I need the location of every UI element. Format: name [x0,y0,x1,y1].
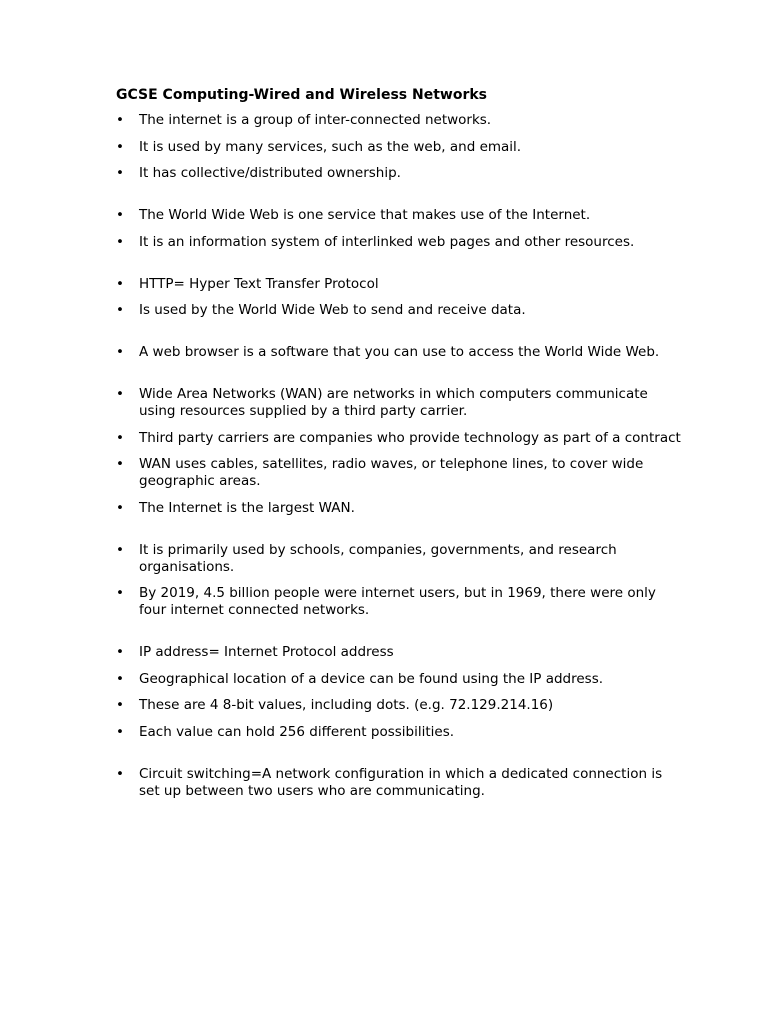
bullet-group-usage [116,542,686,620]
list-item: • IP address= Internet Protocol address [116,644,686,661]
list-item: • The Internet is the largest WAN. [116,500,686,517]
list-item: • HTTP= Hyper Text Transfer Protocol [116,276,686,293]
list-item: • It has collective/distributed ownership. [116,165,686,182]
list-item: • Third party carriers are companies who provide technology as part of a contract [116,430,686,447]
bullet-group-www [116,207,686,251]
list-item: • The internet is a group of inter-connected networks. [116,112,686,129]
list-item: • Is used by the World Wide Web to send and receive data. [116,302,686,319]
list-item: • It is primarily used by schools, companies, governments, and research organisations. [116,542,686,576]
list-item: • Circuit switching=A network configuration in which a dedicated connection is set up between two users who are communicating. [116,766,686,800]
bullet-group-http [116,276,686,320]
bullet-group-wan [116,386,686,517]
list-item: • It is used by many services, such as the web, and email. [116,139,686,156]
list-item: • Wide Area Networks (WAN) are networks in which computers communicate using resources supplied by a third party carrier. [116,386,686,420]
list-item: • A web browser is a software that you can use to access the World Wide Web. [116,344,686,361]
list-item: • Geographical location of a device can be found using the IP address. [116,671,686,688]
bullet-group-ip [116,644,686,741]
list-item: • By 2019, 4.5 billion people were internet users, but in 1969, there were only four internet connected networks. [116,585,686,619]
document-title: GCSE Computing-Wired and Wireless Networks [116,87,487,103]
bullet-group-circuit [116,766,686,800]
bullet-group-internet [116,112,686,182]
list-item: • It is an information system of interlinked web pages and other resources. [116,234,686,251]
list-item: • WAN uses cables, satellites, radio waves, or telephone lines, to cover wide geographic areas. [116,456,686,490]
list-item: • These are 4 8-bit values, including dots. (e.g. 72.129.214.16) [116,697,686,714]
list-item: • The World Wide Web is one service that makes use of the Internet. [116,207,686,224]
document-page [116,87,686,809]
bullet-group-browser [116,344,686,361]
list-item: • Each value can hold 256 different possibilities. [116,724,686,741]
